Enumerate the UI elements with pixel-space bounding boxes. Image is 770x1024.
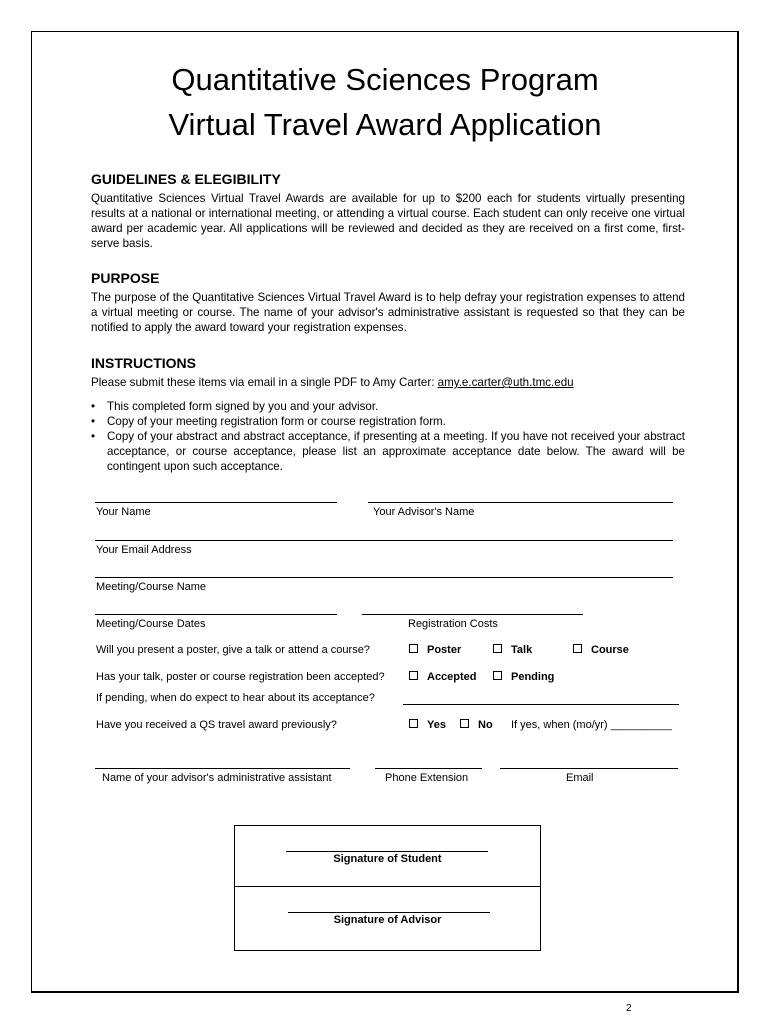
present-question: Will you present a poster, give a talk or attend a course?: [96, 644, 370, 656]
poster-checkbox[interactable]: [409, 644, 418, 653]
yes-checkbox[interactable]: [409, 719, 418, 728]
advisor-name-field[interactable]: [368, 502, 673, 503]
contact-email-link[interactable]: amy.e.carter@uth.tmc.edu: [437, 376, 574, 389]
email-address-field[interactable]: [95, 540, 673, 541]
phone-extension-field[interactable]: [375, 768, 482, 769]
student-signature-label: Signature of Student: [333, 853, 442, 865]
yes-option[interactable]: [409, 719, 446, 732]
course-checkbox[interactable]: [573, 644, 582, 653]
previous-award-question: Have you received a QS travel award previously?: [96, 719, 337, 731]
your-name-field[interactable]: [95, 502, 337, 503]
email-address-label: Your Email Address: [96, 544, 192, 556]
no-label: No: [478, 719, 493, 731]
advisor-signature-box: [234, 886, 541, 951]
instruction-item: • Copy of your abstract and abstract acceptance, if presenting at a meeting. If you have not received your abstract acceptance, or course acceptance, please list an approximate acceptance date below. The award will be contingent upon such acceptance.: [91, 429, 685, 474]
talk-option[interactable]: [493, 644, 532, 657]
instruction-item: • This completed form signed by you and your advisor.: [91, 399, 685, 414]
yes-label: Yes: [427, 719, 446, 731]
course-label: Course: [591, 644, 629, 656]
meeting-name-label: Meeting/Course Name: [96, 581, 207, 593]
phone-extension-label: Phone Extension: [385, 772, 469, 784]
student-signature-field[interactable]: [286, 851, 488, 852]
accepted-option[interactable]: [409, 671, 477, 684]
if-yes-when-field[interactable]: If yes, when (mo/yr) __________: [511, 719, 672, 731]
instructions-intro-text: Please submit these items via email in a single PDF to Amy Carter:: [91, 376, 438, 389]
title-line-2: Virtual Travel Award Application: [168, 107, 602, 142]
guidelines-heading: GUIDELINES & ELEGIBILITY: [91, 171, 281, 187]
talk-checkbox[interactable]: [493, 644, 502, 653]
admin-assistant-label: Name of your advisor's administrative assistant: [102, 772, 332, 784]
meeting-dates-field[interactable]: [95, 614, 337, 615]
accepted-question: Has your talk, poster or course registration been accepted?: [96, 671, 385, 683]
pending-label: Pending: [511, 671, 555, 683]
meeting-name-field[interactable]: [95, 577, 673, 578]
pending-date-field[interactable]: [403, 704, 679, 705]
meeting-dates-label: Meeting/Course Dates: [96, 618, 206, 630]
pending-question: If pending, when do expect to hear about its acceptance?: [96, 692, 375, 704]
your-name-label: Your Name: [96, 506, 151, 518]
talk-label: Talk: [511, 644, 533, 656]
registration-costs-field[interactable]: [362, 614, 583, 615]
no-checkbox[interactable]: [460, 719, 469, 728]
instructions-intro: [91, 375, 685, 390]
course-option[interactable]: [573, 644, 629, 657]
pending-checkbox[interactable]: [493, 671, 502, 680]
pending-option[interactable]: [493, 671, 554, 684]
purpose-heading: PURPOSE: [91, 270, 160, 286]
instructions-list: [91, 399, 685, 474]
accepted-checkbox[interactable]: [409, 671, 418, 680]
advisor-name-label: Your Advisor's Name: [373, 506, 475, 518]
poster-option[interactable]: [409, 644, 461, 657]
advisor-signature-label: Signature of Advisor: [333, 914, 442, 926]
registration-costs-label: Registration Costs: [408, 618, 498, 630]
student-signature-box: [234, 825, 541, 887]
accepted-label: Accepted: [427, 671, 477, 683]
no-option[interactable]: [460, 719, 493, 732]
instructions-heading: INSTRUCTIONS: [91, 355, 196, 371]
assistant-email-label: Email: [566, 772, 594, 784]
title-line-1: Quantitative Sciences Program: [171, 62, 599, 97]
advisor-signature-field[interactable]: [288, 912, 490, 913]
poster-label: Poster: [427, 644, 462, 656]
guidelines-text: Quantitative Sciences Virtual Travel Awards are available for up to $200 each for students virtually presenting results at a national or international meeting, or attending a virtual course. Each student can only receive one virtual award per academic year. All applications will be reviewed and decided as they are received on a first come, first-serve basis.: [91, 192, 685, 250]
admin-assistant-field[interactable]: [95, 768, 350, 769]
page-number: 2: [626, 1003, 632, 1014]
purpose-text: The purpose of the Quantitative Sciences Virtual Travel Award is to help defray your registration expenses to attend a virtual meeting or course. The name of your advisor's administrative assistant is requested so that they can be notified to apply the award toward your registration expenses.: [91, 291, 685, 334]
assistant-email-field[interactable]: [500, 768, 678, 769]
instruction-item: • Copy of your meeting registration form or course registration form.: [91, 414, 685, 429]
